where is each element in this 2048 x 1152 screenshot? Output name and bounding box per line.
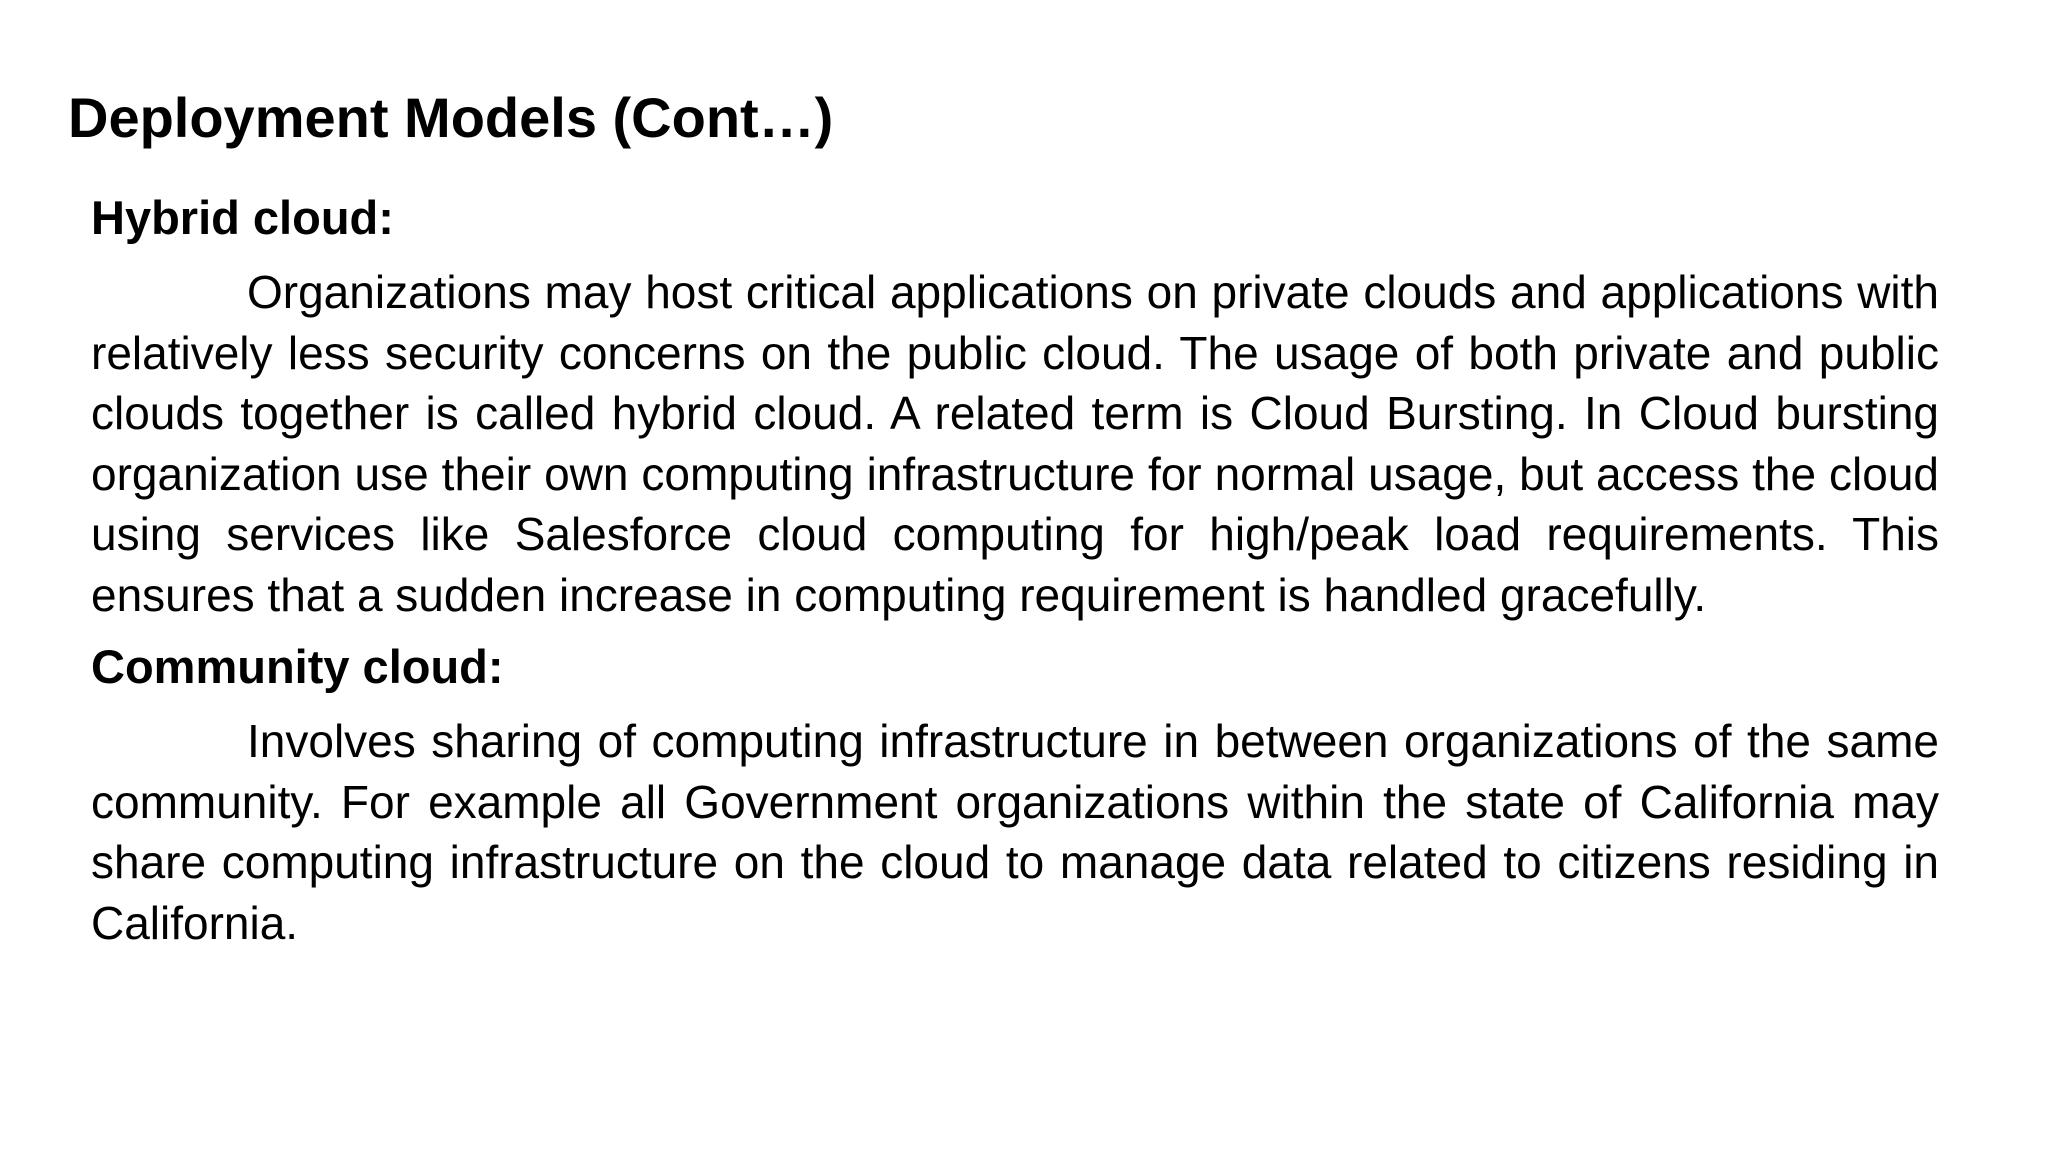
section-community-cloud — [91, 637, 1939, 953]
section-heading-community-cloud: Community cloud: — [91, 640, 504, 693]
section-hybrid-cloud — [91, 188, 1939, 625]
section-body-hybrid-cloud: Organizations may host critical applications on private clouds and applications with relatively less security concerns on the public cloud. The usage of both private and public clouds together is called hybrid cloud. A related term is Cloud Bursting. In Cloud bursting organization use their own computing infrastructure for normal usage, but access the cloud using services like Salesforce cloud computing for high/peak load requirements. This ensures that a sudden increase in computing requirement is handled gracefully. — [91, 266, 1939, 621]
section-heading-hybrid-cloud: Hybrid cloud: — [91, 191, 394, 244]
slide-content — [91, 188, 1939, 965]
section-body-community-cloud: Involves sharing of computing infrastructure in between organizations of the same community. For example all Government organizations within the state of California may share computing infrastructure on the cloud to manage data related to citizens residing in California. — [91, 715, 1939, 949]
slide-title: Deployment Models (Cont…) — [68, 86, 834, 149]
